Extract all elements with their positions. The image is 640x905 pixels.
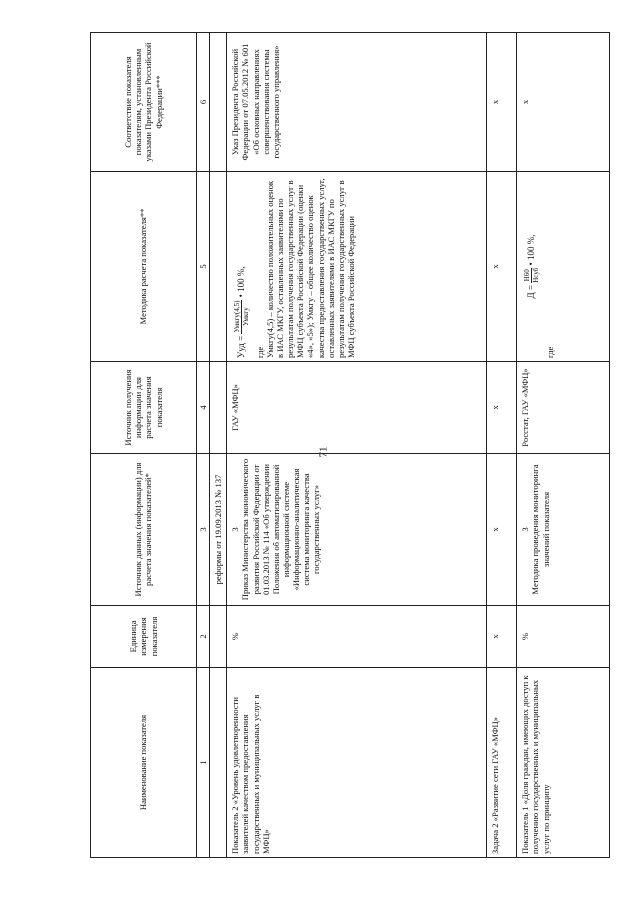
source-data-cell [517, 454, 610, 606]
unit-cell: % [517, 606, 610, 668]
source-data-text: Приказ Министерства экономического развития Российской Федерации от 01.03.2013 № 114 «Об утверждении Положения об автоматизированной информационной системе «Информационно-аналитическая система мониторинга качества государственных услуг» [240, 458, 322, 601]
source-data-cell [227, 454, 487, 606]
table-row [227, 33, 487, 858]
source-info-cell: ГАУ «МФЦ» [227, 362, 487, 454]
compliance-cell: Указ Президента Российской Федерации от 07.05.2012 № 601 «Об основных направлениях совершенствования системы государственного управления» [227, 33, 487, 172]
indicator-name: Показатель 1 «Доля граждан, имеющих доступ к получению государственных и муниципальных услуг по принципу [517, 668, 610, 858]
source-data-text: Методика проведения мониторинга значений показателя [530, 464, 551, 595]
col-number: 3 [196, 454, 209, 606]
col-number-marker: 3 [230, 527, 241, 532]
method-cell [517, 172, 610, 362]
source-data-cell: х [487, 454, 517, 606]
col-number: 6 [196, 33, 209, 172]
formula: Д = Н60 Нсуб • 100 %, [523, 234, 541, 299]
formula-fraction: Умкгу(4,5) Умкгу [233, 300, 251, 333]
header-source-info: Источник получения информации для расчета значения показателя [91, 362, 197, 454]
indicators-table [90, 32, 610, 858]
unit-cell: % [227, 606, 487, 668]
col-number: 4 [196, 362, 209, 454]
formula-fraction: Н60 Нсуб [523, 267, 541, 283]
column-number-row [196, 33, 209, 858]
source-info-cell: х [487, 362, 517, 454]
page-number: 71 [317, 446, 330, 458]
continuation-row [210, 33, 227, 858]
formula: Ууд = Умкгу(4,5) Умкгу • 100 %, [233, 266, 251, 358]
where-label: где [544, 346, 555, 358]
table-row [517, 33, 610, 858]
rotated-table-wrapper [90, 33, 610, 858]
col-number: 1 [196, 668, 209, 858]
header-row [91, 33, 197, 858]
continuation-text: реформы от 19.09.2013 № 137 [210, 454, 227, 606]
indicator-name: Показатель 2 «Уровень удовлетворенности заявителей качеством предоставления государственных и муниципальных услуг в МФЦ» [227, 668, 487, 858]
header-name: Наименование показателя [91, 668, 197, 858]
col-number: 2 [196, 606, 209, 668]
compliance-cell: х [517, 33, 610, 172]
compliance-cell: х [487, 33, 517, 172]
col-number-marker: 3 [520, 527, 531, 532]
method-cell: х [487, 172, 517, 362]
header-source-data: Источник данных (информации) для расчета значения показателей* [91, 454, 197, 606]
col-number: 5 [196, 172, 209, 362]
header-compliance: Соответствие показателя показателям, установленным указами Президента Российской Федерации*** [91, 33, 197, 172]
method-text: Умкгу(4,5) – количество положительных оценок в ИАС МКГУ, оставленных заявителями по результатам получения государственных услуг в МФЦ субъекта Российской Федерации (оценки «4», «5»); Умкгу – общее количество оценок качества предоставления государственных услуг, оставленных заявителями в ИАС МКГУ по результатам получения государственных услуг в МФЦ субъекта Российской Федерации [264, 178, 356, 358]
source-info-cell: Росстат, ГАУ «МФЦ» [517, 362, 610, 454]
where-label: где [254, 346, 265, 358]
header-unit: Единица измерения показателя [91, 606, 197, 668]
header-method: Методика расчета показателя** [91, 172, 197, 362]
task-row [487, 33, 517, 858]
unit-cell: х [487, 606, 517, 668]
task-name: Задача 2 «Развитие сети ГАУ «МФЦ» [487, 668, 517, 858]
method-cell [227, 172, 487, 362]
